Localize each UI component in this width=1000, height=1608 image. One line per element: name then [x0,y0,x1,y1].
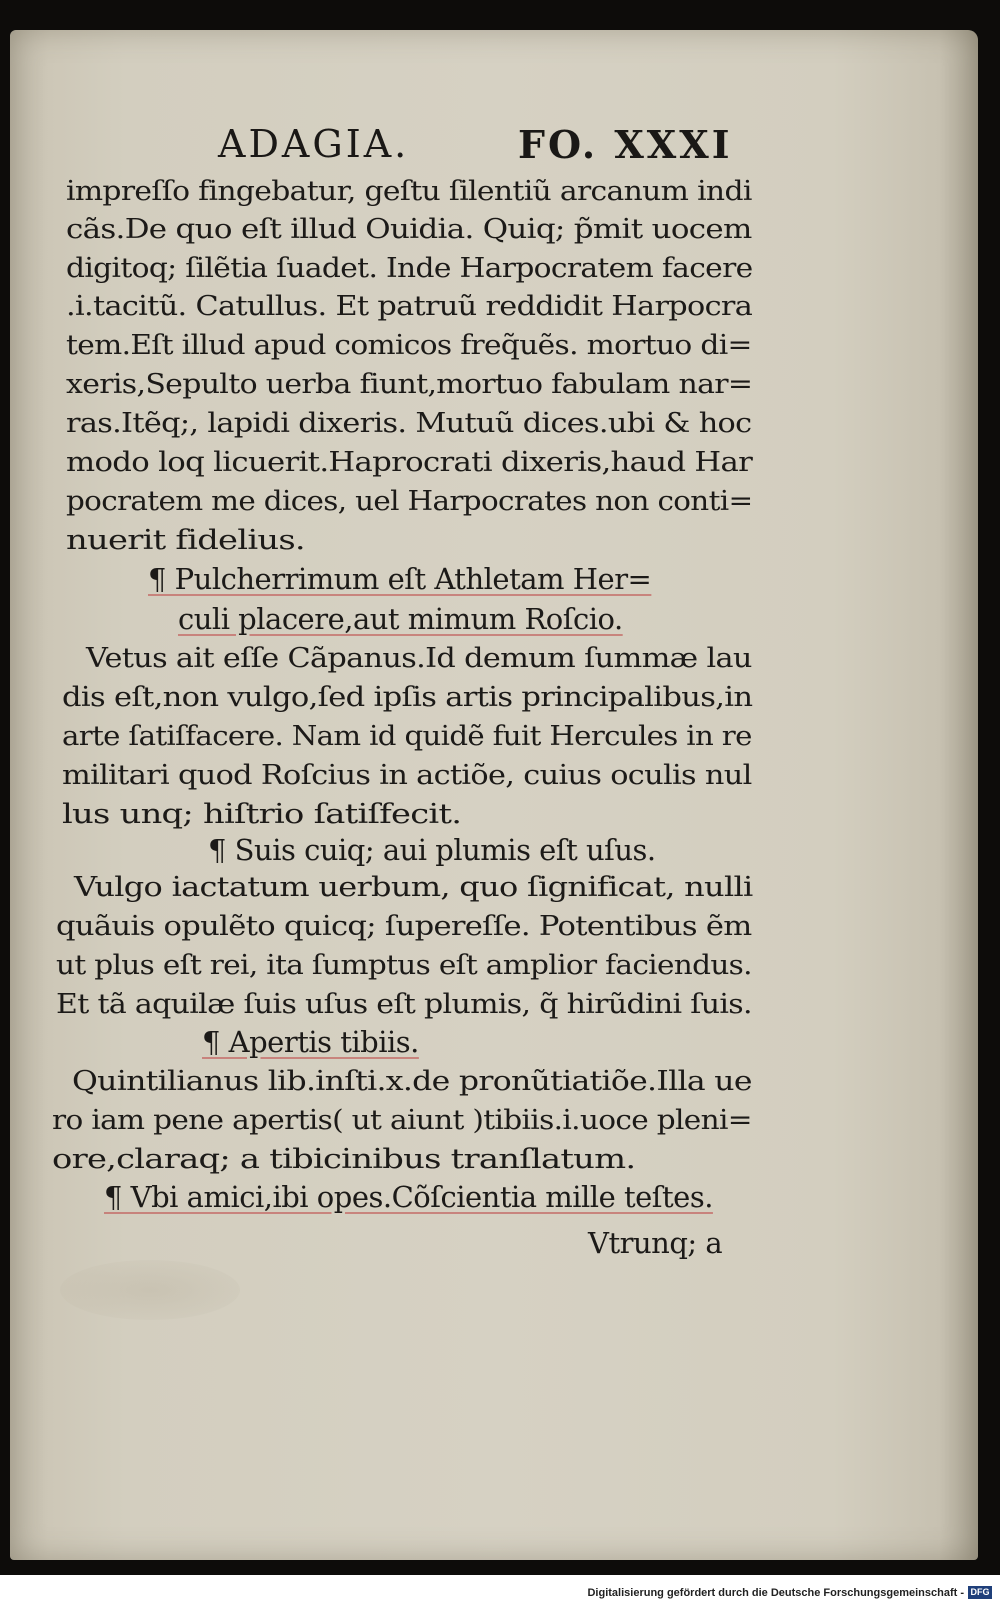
dfg-logo: DFG [968,1586,992,1599]
text-line: Quintilianus lib.inſti.x.de pronũtiatiõe.Illa ue [72,1066,752,1097]
text-line: ras.Itẽq;, lapidi dixeris. Mutuũ dices.ubi & hoc [66,408,752,439]
text-line: modo loq licuerit.Haprocrati dixeris,haud Har [66,447,753,478]
text-line: pocratem me dices, uel Harpocrates non conti= [66,486,753,517]
text-line: .i.tacitũ. Catullus. Et patruũ reddidit Harpocra [66,291,753,322]
text-line: nuerit fidelius. [66,525,305,556]
adage-heading: ¶ Apertis tibiis. [202,1025,419,1059]
text-line: tem.Eſt illud apud comicos freq̃uẽs. mortuo di= [66,330,752,361]
folio-number: FO. XXXI [518,122,733,167]
catchword: Vtrunq; a [588,1226,723,1260]
running-header-title: ADAGIA. [218,122,410,166]
text-line: xeris,Sepulto uerba fiunt,mortuo fabulam nar= [66,369,753,400]
adage-heading: culi placere,aut mimum Roſcio. [178,602,623,636]
adage-heading: ¶ Vbi amici,ibi opes.Cõſcientia mille teſtes. [104,1180,713,1214]
text-line: cãs.De quo eſt illud Ouidia. Quiq; p̃mit uocem [66,214,752,245]
text-line: ore,claraq; a tibicinibus tranſlatum. [52,1144,636,1175]
text-line: impreſſo fingebatur, geſtu ſilentiũ arcanum indi [66,176,752,207]
text-line: digitoq; ſilẽtia ſuadet. Inde Harpocratem facere [66,253,753,284]
text-line: ut plus eſt rei, ita ſumptus eſt amplior faciendus. [56,950,752,981]
adage-heading: ¶ Suis cuiq; aui plumis eſt uſus. [208,833,656,867]
digitization-credit: Digitalisierung gefördert durch die Deutsche Forschungsgemeinschaft - [587,1587,964,1599]
paper-stain [60,1260,240,1320]
text-line: Vetus ait eſſe Cãpanus.Id demum ſummæ lau [86,643,752,674]
text-line: quãuis opulẽto quicq; ſupereſſe. Potentibus ẽm [56,911,752,942]
text-line: militari quod Roſcius in actiõe, cuius oculis nul [62,760,752,791]
adage-heading: ¶ Pulcherrimum eſt Athletam Her= [148,562,652,596]
text-line: ro iam pene apertis( ut aiunt )tibiis.i.uoce pleni= [52,1105,752,1136]
text-line: dis eſt,non vulgo,ſed ipſis artis principalibus,in [62,682,753,713]
text-line: arte ſatiſfacere. Nam id quidẽ fuit Hercules in re [62,721,752,752]
text-line: Vulgo iactatum uerbum, quo ſignificat, nulli [74,872,753,903]
text-line: Et tã aquilæ ſuis uſus eſt plumis, q̃ hirũdini ſuis. [56,989,752,1020]
text-line: lus unq; hiſtrio ſatiſfecit. [62,799,462,830]
